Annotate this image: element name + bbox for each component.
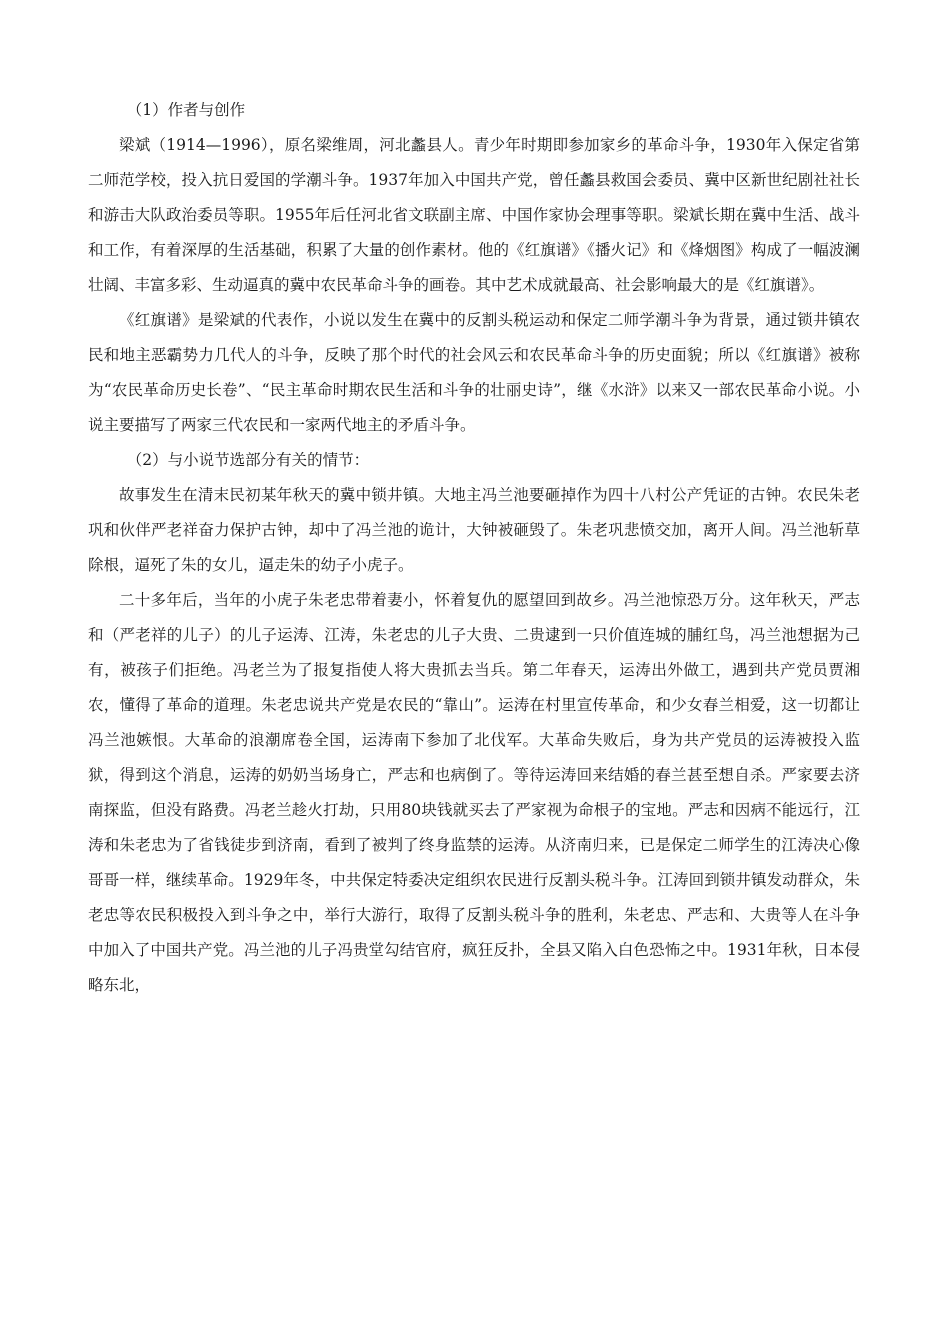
document-body [88,93,860,1003]
paragraph-plot-continuation: 二十多年后，当年的小虎子朱老忠带着妻小，怀着复仇的愿望回到故乡。冯兰池惊恐万分。这年秋天，严志和（严老祥的儿子）的儿子运涛、江涛，朱老忠的儿子大贵、二贵逮到一只价值连城的脯红鸟，冯兰池想据为己有，被孩子们拒绝。冯老兰为了报复指使人将大贵抓去当兵。第二年春天，运涛出外做工，遇到共产党员贾湘农，懂得了革命的道理。朱老忠说共产党是农民的“靠山”。运涛在村里宣传革命，和少女春兰相爱，这一切都让冯兰池嫉恨。大革命的浪潮席卷全国，运涛南下参加了北伐军。大革命失败后，身为共产党员的运涛被投入监狱，得到这个消息，运涛的奶奶当场身亡，严志和也病倒了。等待运涛回来结婚的春兰甚至想自杀。严家要去济南探监，但没有路费。冯老兰趁火打劫，只用80块钱就买去了严家视为命根子的宝地。严志和因病不能远行，江涛和朱老忠为了省钱徒步到济南，看到了被判了终身监禁的运涛。从济南归来，已是保定二师学生的江涛决心像哥哥一样，继续革命。1929年冬，中共保定特委决定组织农民进行反割头税斗争。江涛回到锁井镇发动群众，朱老忠等农民积极投入到斗争之中，举行大游行，取得了反割头税斗争的胜利，朱老忠、严志和、大贵等人在斗争中加入了中国共产党。冯兰池的儿子冯贵堂勾结官府，疯狂反扑，全县又陷入白色恐怖之中。1931年秋，日本侵略东北， [88,591,860,994]
section-heading-author: （1）作者与创作 [126,101,246,119]
section-heading-plot: （2）与小说节选部分有关的情节： [126,451,370,469]
paragraph-author-bio: 梁斌（1914—1996），原名梁维周，河北蠡县人。青少年时期即参加家乡的革命斗争，1930年入保定省第二师范学校，投入抗日爱国的学潮斗争。1937年加入中国共产党，曾任蠡县救国会委员、冀中区新世纪剧社社长和游击大队政治委员等职。1955年后任河北省文联副主席、中国作家协会理事等职。梁斌长期在冀中生活、战斗和工作，有着深厚的生活基础，积累了大量的创作素材。他的《红旗谱》《播火记》和《烽烟图》构成了一幅波澜壮阔、丰富多彩、生动逼真的冀中农民革命斗争的画卷。其中艺术成就最高、社会影响最大的是《红旗谱》。 [88,136,860,294]
paragraph-plot-beginning: 故事发生在清末民初某年秋天的冀中锁井镇。大地主冯兰池要砸掉作为四十八村公产凭证的古钟。农民朱老巩和伙伴严老祥奋力保护古钟，却中了冯兰池的诡计，大钟被砸毁了。朱老巩悲愤交加，离开人间。冯兰池斩草除根，逼死了朱的女儿，逼走朱的幼子小虎子。 [88,486,860,574]
paragraph-novel-intro: 《红旗谱》是梁斌的代表作，小说以发生在冀中的反割头税运动和保定二师学潮斗争为背景，通过锁井镇农民和地主恶霸势力几代人的斗争，反映了那个时代的社会风云和农民革命斗争的历史面貌；所以《红旗谱》被称为“农民革命历史长卷”、“民主革命时期农民生活和斗争的壮丽史诗”，继《水浒》以来又一部农民革命小说。小说主要描写了两家三代农民和一家两代地主的矛盾斗争。 [88,311,860,434]
